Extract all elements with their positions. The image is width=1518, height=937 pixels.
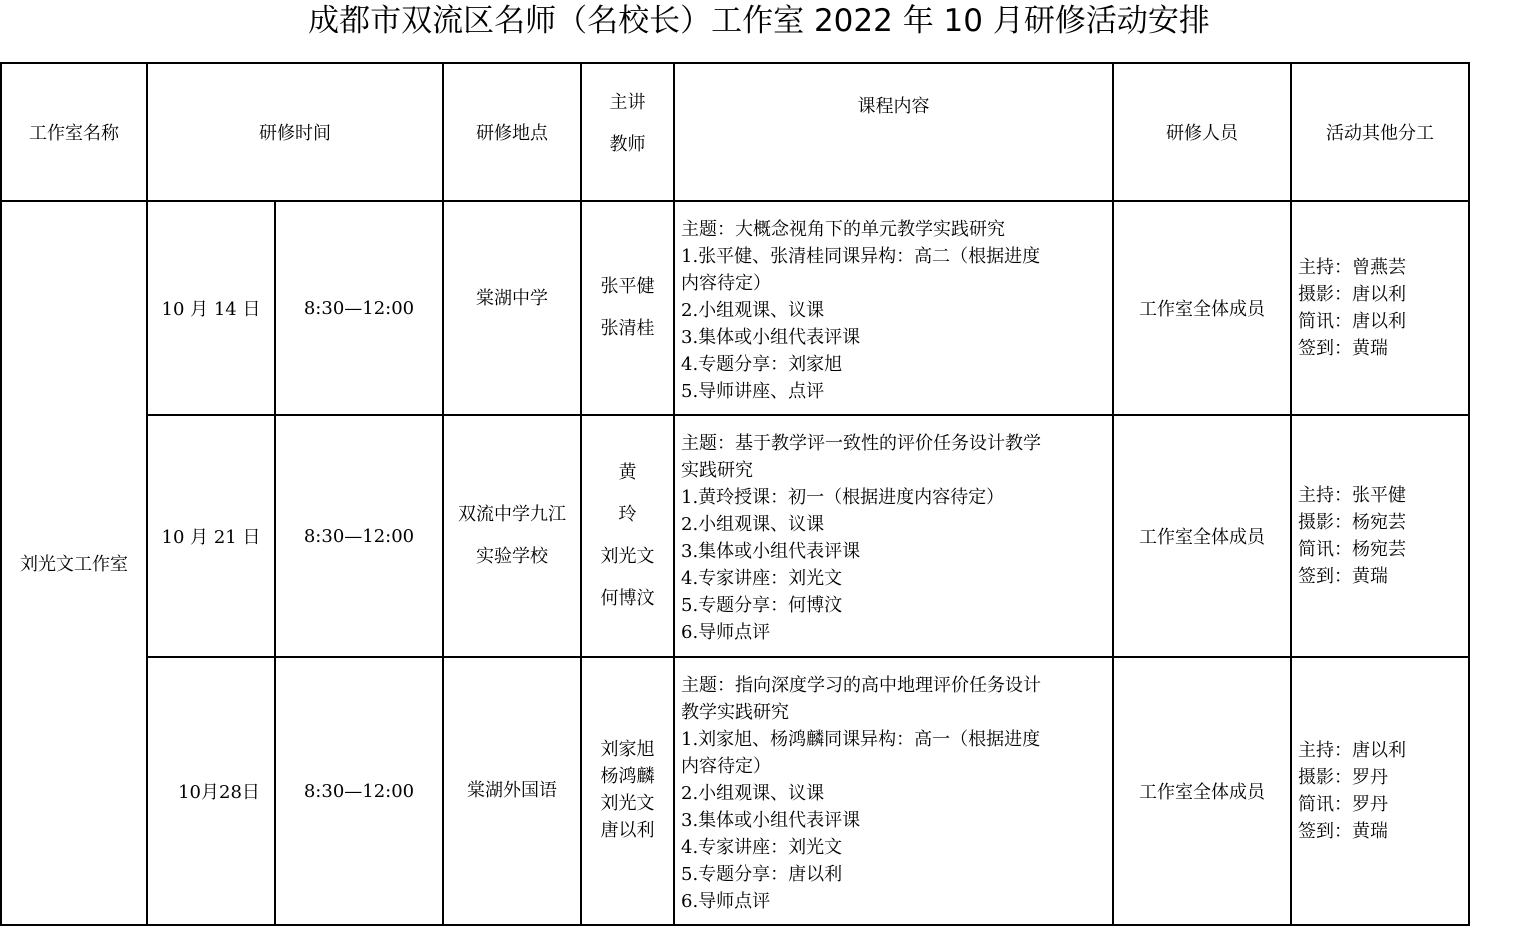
page-title: 成都市双流区名师（名校长）工作室 2022 年 10 月研修活动安排 [308,3,1210,39]
date-cell: 10月28日 [147,657,275,925]
content-line: 2.小组观课、议课 [681,300,825,321]
location-cell [443,201,581,415]
content-cell [674,657,1113,925]
content-line: 2.小组观课、议课 [681,514,825,535]
duties-cell [1291,415,1469,657]
duty-line: 签到：黄瑞 [1298,566,1388,587]
content-line: 内容待定） [681,756,771,777]
table-row [1,415,1469,657]
content-line: 4.专家讲座：刘光文 [681,568,843,589]
teacher-name: 黄玲 [618,462,657,525]
duty-line: 摄影：唐以利 [1298,284,1406,305]
date-cell: 10 月 21 日 [147,415,275,657]
content-line: 教学实践研究 [681,702,789,723]
content-line: 主题：指向深度学习的高中地理评价任务设计 [681,675,1041,696]
teacher-name: 何博汶 [600,588,655,609]
location-line: 棠湖中学 [476,288,548,309]
members-cell: 工作室全体成员 [1113,415,1291,657]
duty-line: 简讯：杨宛芸 [1298,539,1406,560]
teacher-cell [581,657,674,925]
header-time: 研修时间 [147,63,443,201]
duty-line: 摄影：杨宛芸 [1298,512,1406,533]
content-line: 5.专题分享：唐以利 [681,864,843,885]
content-line: 6.导师点评 [681,622,771,643]
schedule-table [0,62,1470,926]
teacher-cell [581,201,674,415]
content-line: 实践研究 [681,460,753,481]
header-content: 课程内容 [674,63,1113,201]
teacher-name: 唐以利 [600,820,655,841]
teacher-name: 张清桂 [600,318,655,339]
table-row [1,657,1469,925]
members-cell: 工作室全体成员 [1113,657,1291,925]
header-location: 研修地点 [443,63,581,201]
duty-line: 摄影：罗丹 [1298,767,1388,788]
content-line: 1.刘家旭、杨鸿麟同课异构：高一（根据进度 [681,729,1041,750]
content-cell [674,201,1113,415]
header-duties: 活动其他分工 [1291,63,1469,201]
location-line: 双流中学九江 [458,504,566,525]
teacher-cell [581,415,674,657]
duty-line: 主持：张平健 [1298,485,1406,506]
header-studio: 工作室名称 [1,63,147,201]
location-line: 棠湖外国语 [467,780,557,801]
duty-line: 签到：黄瑞 [1298,338,1388,359]
content-line: 5.专题分享：何博汶 [681,595,843,616]
content-line: 主题：基于教学评一致性的评价任务设计教学 [681,433,1041,454]
duties-cell [1291,657,1469,925]
header-teacher-line2: 教师 [609,134,646,155]
location-line: 实验学校 [476,546,548,567]
content-cell [674,415,1113,657]
time-cell: 8:30—12:00 [275,657,443,925]
duties-cell [1291,201,1469,415]
duty-line: 主持：曾燕芸 [1298,257,1406,278]
content-line: 3.集体或小组代表评课 [681,541,861,562]
duty-line: 简讯：罗丹 [1298,794,1388,815]
content-line: 4.专题分享：刘家旭 [681,354,843,375]
teacher-name: 张平健 [600,276,655,297]
time-cell: 8:30—12:00 [275,415,443,657]
header-teacher-line1: 主讲 [609,92,646,113]
content-line: 主题：大概念视角下的单元教学实践研究 [681,219,1005,240]
table-row [1,201,1469,415]
header-members: 研修人员 [1113,63,1291,201]
header-row [1,63,1469,201]
location-cell [443,415,581,657]
studio-name-cell: 刘光文工作室 [1,201,147,925]
teacher-name: 刘家旭 [600,739,655,760]
header-teacher [581,63,674,201]
members-cell: 工作室全体成员 [1113,201,1291,415]
content-line: 1.张平健、张清桂同课异构：高二（根据进度 [681,246,1041,267]
location-cell [443,657,581,925]
content-line: 6.导师点评 [681,891,771,912]
date-cell: 10 月 14 日 [147,201,275,415]
duty-line: 主持：唐以利 [1298,740,1406,761]
content-line: 3.集体或小组代表评课 [681,810,861,831]
teacher-name: 刘光文 [600,546,655,567]
content-line: 4.专家讲座：刘光文 [681,837,843,858]
duty-line: 简讯：唐以利 [1298,311,1406,332]
teacher-name: 刘光文 [600,793,655,814]
duty-line: 签到：黄瑞 [1298,821,1388,842]
content-line: 3.集体或小组代表评课 [681,327,861,348]
teacher-name: 杨鸿麟 [600,766,655,787]
content-line: 5.导师讲座、点评 [681,381,825,402]
content-line: 1.黄玲授课：初一（根据进度内容待定） [681,487,1005,508]
content-line: 2.小组观课、议课 [681,783,825,804]
content-line: 内容待定） [681,273,771,294]
time-cell: 8:30—12:00 [275,201,443,415]
